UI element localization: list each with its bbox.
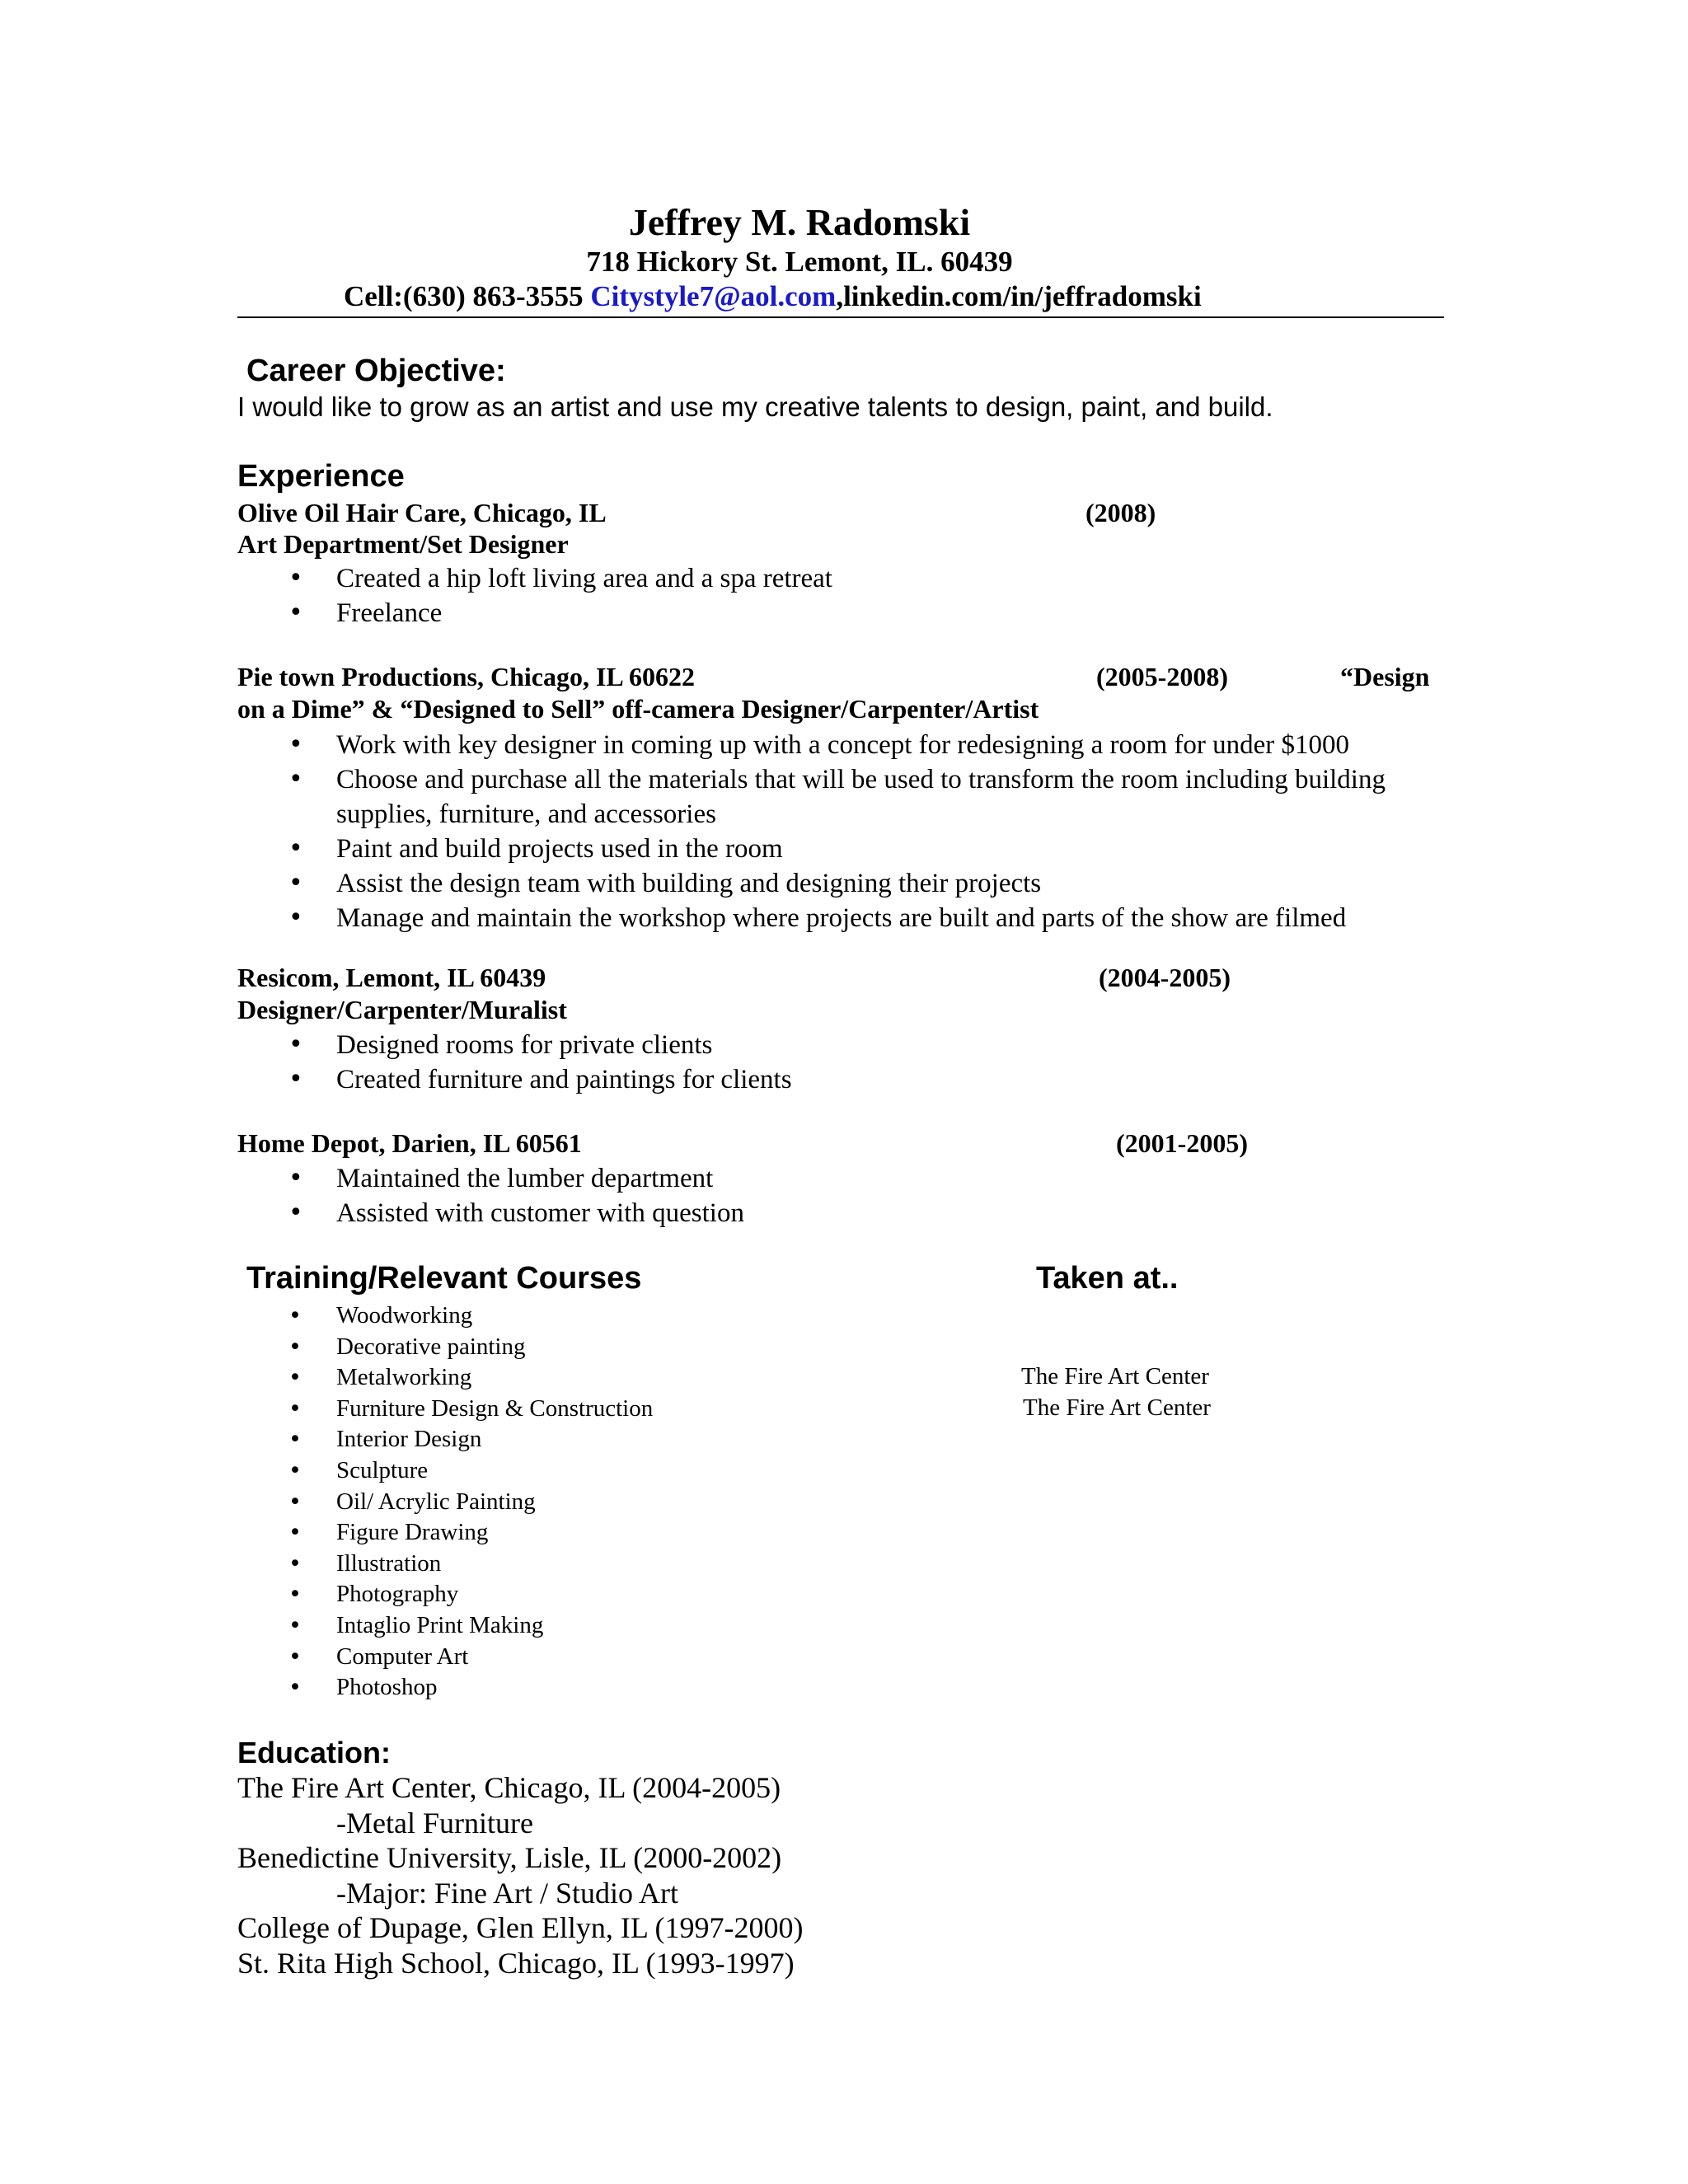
- job-title: on a Dime” & “Designed to Sell” off-camera Designer/Carpenter/Artist: [237, 694, 1039, 724]
- list-item: • Maintained the lumber department: [237, 1161, 1457, 1196]
- email-link[interactable]: Citystyle7@aol.com: [590, 280, 837, 312]
- applicant-name: Jeffrey M. Radomski: [628, 201, 971, 243]
- header-divider: [237, 316, 1444, 318]
- list-item: • Metalworking: [237, 1362, 1457, 1394]
- list-item: • Work with key designer in coming up with a concept for redesigning a room for under $1000: [237, 728, 1457, 762]
- taken-at-location: The Fire Art Center: [1023, 1394, 1211, 1421]
- education-entry: Benedictine University, Lisle, IL (2000-2002): [237, 1841, 782, 1874]
- education-entry: St. Rita High School, Chicago, IL (1993-1997): [237, 1947, 795, 1980]
- taken-at-heading: Taken at..: [1036, 1261, 1179, 1296]
- list-item: • Photoshop: [237, 1672, 1457, 1704]
- education-entry: College of Dupage, Glen Ellyn, IL (1997-2000): [237, 1911, 804, 1944]
- list-item: • Designed rooms for private clients: [237, 1028, 1457, 1062]
- list-item: • Figure Drawing: [237, 1517, 1457, 1549]
- cell-phone: Cell:(630) 863-3555: [344, 280, 591, 312]
- list-item: • Freelance: [237, 596, 1457, 630]
- list-item: • Intaglio Print Making: [237, 1610, 1457, 1642]
- linkedin-url: ,linkedin.com/in/jeffradomski: [836, 280, 1202, 312]
- list-item: • Sculpture: [237, 1455, 1457, 1487]
- job-employer: Resicom, Lemont, IL 60439: [237, 963, 546, 992]
- list-item: • Photography: [237, 1579, 1457, 1610]
- job-dates: (2005-2008): [1096, 662, 1228, 691]
- job-employer: Olive Oil Hair Care, Chicago, IL: [237, 498, 607, 527]
- list-item: • Interior Design: [237, 1424, 1457, 1455]
- job-title: Designer/Carpenter/Muralist: [237, 995, 567, 1024]
- list-item: • Computer Art: [237, 1642, 1457, 1673]
- education-detail: -Major: Fine Art / Studio Art: [336, 1877, 679, 1910]
- contact-line: [344, 280, 1202, 313]
- education-entry: The Fire Art Center, Chicago, IL (2004-2005): [237, 1771, 781, 1804]
- list-item: • Illustration: [237, 1549, 1457, 1580]
- list-item: • Created a hip loft living area and a spa retreat: [237, 561, 1457, 596]
- list-item: • Woodworking: [237, 1301, 1457, 1332]
- job-employer: Pie town Productions, Chicago, IL 60622: [237, 662, 695, 691]
- experience-heading: Experience: [237, 459, 405, 494]
- list-item: • Furniture Design & Construction: [237, 1394, 1457, 1425]
- job-title: Art Department/Set Designer: [237, 529, 569, 559]
- address: 718 Hickory St. Lemont, IL. 60439: [586, 246, 1013, 278]
- list-item: • Oil/ Acrylic Painting: [237, 1487, 1457, 1518]
- education-heading: Education:: [237, 1736, 391, 1769]
- job-title-start: “Design: [1340, 662, 1430, 691]
- list-item: • Manage and maintain the workshop where projects are built and parts of the show are filmed: [237, 901, 1457, 935]
- list-item: • Decorative painting: [237, 1332, 1457, 1363]
- list-item: • Paint and build projects used in the room: [237, 832, 1457, 866]
- objective-heading: Career Objective:: [246, 354, 506, 388]
- job-dates: (2001-2005): [1116, 1128, 1248, 1158]
- courses-list: [237, 1301, 1457, 1704]
- taken-at-location: The Fire Art Center: [1021, 1363, 1209, 1390]
- job-bullets: [237, 1028, 1457, 1097]
- job-dates: (2008): [1085, 498, 1156, 527]
- list-item: • Choose and purchase all the materials that will be used to transform the room including building supplies, furniture, and accessories: [237, 762, 1457, 832]
- job-bullets: [237, 1161, 1457, 1230]
- objective-text: I would like to grow as an artist and use my creative talents to design, paint, and build.: [237, 391, 1273, 422]
- job-bullets: [237, 728, 1457, 935]
- job-dates: (2004-2005): [1099, 963, 1231, 992]
- list-item: • Assisted with customer with question: [237, 1196, 1457, 1230]
- list-item: • Created furniture and paintings for clients: [237, 1062, 1457, 1097]
- training-heading: Training/Relevant Courses: [246, 1261, 642, 1296]
- education-detail: -Metal Furniture: [336, 1807, 533, 1840]
- job-bullets: [237, 561, 1457, 630]
- list-item: • Assist the design team with building and designing their projects: [237, 866, 1457, 901]
- job-employer: Home Depot, Darien, IL 60561: [237, 1128, 582, 1158]
